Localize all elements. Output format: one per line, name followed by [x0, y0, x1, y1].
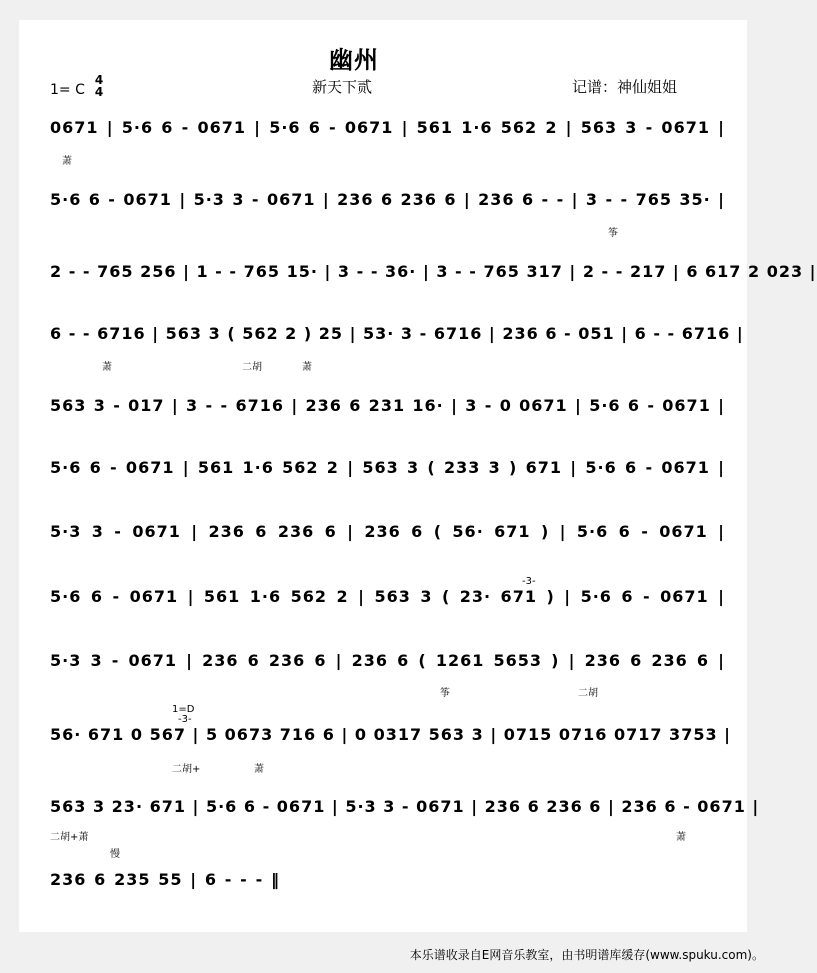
- staff-line-4: 6 - - 6716 | 563 3 ( 562 2 ) 25 | 53· 3 - 6716 | 236 6 - 051 | 6 - - 6716 |: [50, 324, 744, 343]
- staff-line-2: 5·6 6 - 0671 | 5·3 3 - 0671 | 236 6 236 6 | 236 6 - - | 3 - - 765 35· |: [50, 190, 725, 209]
- staff-line-6: 5·6 6 - 0671 | 561 1·6 562 2 | 563 3 ( 233 3 ) 671 | 5·6 6 - 0671 |: [50, 458, 725, 477]
- instrument-xiao-label: 萧: [102, 362, 112, 373]
- instrument-erhu-xiao-label: 二胡+萧: [50, 832, 89, 843]
- key-signature: 1= C: [50, 82, 85, 98]
- instrument-xiao-label: 萧: [254, 764, 264, 775]
- key-change-label: 1=D: [172, 704, 195, 715]
- time-signature: [92, 74, 106, 98]
- instrument-zheng-label: 筝: [440, 688, 450, 699]
- triplet-mark: -3-: [522, 576, 536, 587]
- instrument-erhu-label: 二胡: [578, 688, 598, 699]
- time-signature-top: 4: [94, 73, 104, 87]
- score-title: 幽州: [329, 46, 379, 74]
- staff-line-10: 56· 671 0 567 | 5 0673 716 6 | 0 0317 563 3 | 0715 0716 0717 3753 |: [50, 725, 731, 744]
- staff-line-3: 2 - - 765 256 | 1 - - 765 15· | 3 - - 36· | 3 - - 765 317 | 2 - - 217 | 6 617 2 023 |: [50, 262, 817, 281]
- staff-line-7: 5·3 3 - 0671 | 236 6 236 6 | 236 6 ( 56· 671 ) | 5·6 6 - 0671 |: [50, 522, 725, 541]
- staff-line-8: 5·6 6 - 0671 | 561 1·6 562 2 | 563 3 ( 23· 671 ) | 5·6 6 - 0671 |: [50, 587, 725, 606]
- staff-line-9: 5·3 3 - 0671 | 236 6 236 6 | 236 6 ( 1261 5653 ) | 236 6 236 6 |: [50, 651, 725, 670]
- staff-line-5: 563 3 - 017 | 3 - - 6716 | 236 6 231 16· | 3 - 0 0671 | 5·6 6 - 0671 |: [50, 396, 725, 415]
- instrument-erhu-plus-label: 二胡+: [172, 764, 201, 775]
- subtitle: 新天下贰: [312, 78, 373, 96]
- instrument-xiao-label: 萧: [676, 832, 686, 843]
- time-signature-bottom: 4: [94, 85, 104, 99]
- instrument-xiao-label: 萧: [302, 362, 312, 373]
- staff-line-12: 236 6 235 55 | 6 - - - ‖: [50, 870, 280, 889]
- triplet-mark: -3-: [178, 714, 192, 725]
- footer-credit: 本乐谱收录自E网音乐教室，由书明谱库缓存(www.spuku.com)。: [409, 948, 764, 962]
- staff-line-11: 563 3 23· 671 | 5·6 6 - 0671 | 5·3 3 - 0671 | 236 6 236 6 | 236 6 - 0671 |: [50, 797, 760, 816]
- staff-line-1: 0671 | 5·6 6 - 0671 | 5·6 6 - 0671 | 561 1·6 562 2 | 563 3 - 0671 |: [50, 118, 725, 137]
- instrument-zheng-label: 筝: [608, 228, 618, 239]
- notator-credit: 记谱：神仙姐姐: [572, 78, 678, 96]
- instrument-erhu-label: 二胡: [242, 362, 262, 373]
- instrument-xiao-label: 萧: [62, 156, 72, 167]
- tempo-slow-label: 慢: [110, 849, 120, 860]
